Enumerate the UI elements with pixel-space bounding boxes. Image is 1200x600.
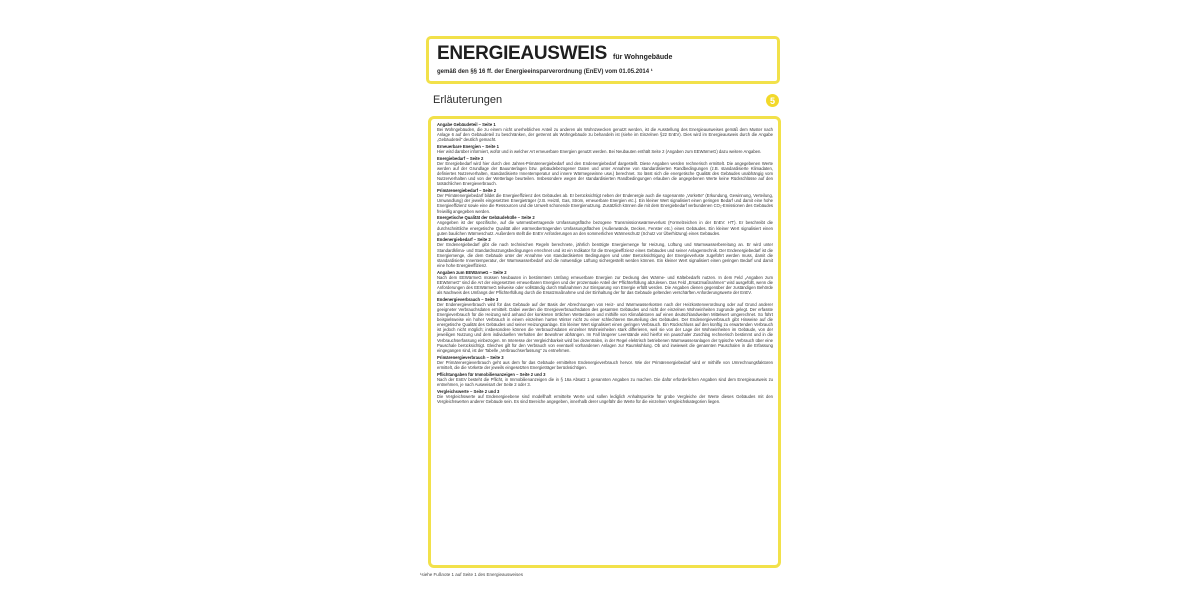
document-page: [420, 30, 786, 578]
section-text: Der Endenergiebedarf gibt die nach technischen Regeln berechnete, jährlich benötigte Energiemenge für Heizung, Lüftung und Warmwasserbereitung an. Er wird unter Standardklima- und Standardnutzungsbedingungen errechnet und ist ein Indikator für die Energieeffizienz eines Gebäudes und seiner Anlagentechnik. Der Endenergiebedarf ist die Energiemenge, die dem Gebäude unter der Annahme von standardisierten Bedingungen und unter Berücksichtigung der Energieverluste zugeführt werden muss, damit die standardisierte Innentemperatur, der Warmwasserbedarf und die notwendige Lüftung sichergestellt werden können. Ein kleiner Wert signalisiert einen geringen Bedarf und damit eine hohe Energieeffizienz.: [437, 242, 773, 268]
section-text: Bei Wohngebäuden, die zu einem nicht unerheblichen Anteil zu anderen als Wohnzwecken genutzt werden, ist die Ausstellung des Energieausweises gemäß dem Muster nach Anlage 6 auf den Gebäudeteil zu beschränken, der getrennt als Wohngebäude zu behandeln ist (siehe im Einzelnen §22 EnEV). Dies wird im Energieausweis durch die Angabe „Gebäudeteil“ deutlich gemacht.: [437, 127, 773, 143]
explanation-section: [437, 355, 773, 370]
section-heading: Primärenergiebedarf – Seite 2: [437, 188, 497, 194]
section-heading: Vergleichswerte – Seite 2 und 3: [437, 388, 500, 394]
section-text: Der Endenergieverbrauch wird für das Gebäude auf der Basis der Abrechnungen von Heiz- und Warmwasserkosten nach der Heizkostenverordnung oder auf Grund anderer geeigneter Verbrauchsdaten ermittelt. Dabei werden die Energieverbrauchsdaten des gesamten Gebäudes und nicht der einzelnen Wohneinheiten zugrunde gelegt. Der erfasste Energieverbrauch für die Heizung wird anhand der konkreten örtlichen Wetterdaten und mithilfe von Klimafaktoren auf einen deutschlandweiten Mittelwert umgerechnet. So führt beispielsweise ein hoher Verbrauch in einem einzelnen harten Winter nicht zu einer schlechteren Beurteilung des Gebäudes. Der Endenergieverbrauch gibt Hinweise auf die energetische Qualität des Gebäudes und seiner Heizungsanlage. Ein kleiner Wert signalisiert einen geringen Verbrauch. Ein Rückschluss auf den künftig zu erwartenden Verbrauch ist jedoch nicht möglich; insbesondere können die Verbrauchsdaten einzelner Wohneinheiten stark differieren, weil sie von der Lage der Wohneinheiten im Gebäude, von der jeweiligen Nutzung und dem individuellen Verhalten der Bewohner abhängen. Im Fall längerer Leerstände wird hierfür ein pauschaler Zuschlag rechnerisch bestimmt und in die Verbrauchserfassung einbezogen. Im Interesse der Vergleichbarkeit wird bei dezentralen, in der Regel elektrisch betriebenen Warmwasseranlagen der typische Verbrauch über eine Pauschale berücksichtigt. Gleiches gilt für den Verbrauch von eventuell vorhandenen Anlagen zur Raumkühlung. Ob und inwieweit die genannten Pauschalen in die Erfassung eingegangen sind, ist der Tabelle „Verbrauchserfassung“ zu entnehmen.: [437, 301, 773, 353]
section-text: Der Primärenergiebedarf bildet die Energieeffizienz des Gebäudes ab. Er berücksichtigt neben der Endenergie auch die sogenannte „Vorkette“ (Erkundung, Gewinnung, Verteilung, Umwandlung) der jeweils eingesetzten Energieträger (z.B. Heizöl, Gas, Strom, erneuerbare Energien etc.). Ein kleiner Wert signalisiert einen geringen Bedarf und damit eine hohe Energieeffizienz sowie eine die Ressourcen und die Umwelt schonende Energienutzung. Zusätzlich können die mit dem Energiebedarf verbundenen CO₂-Emissionen des Gebäudes freiwillig angegeben werden.: [437, 193, 773, 214]
explanation-section: [437, 188, 773, 213]
page-number-badge: 5: [766, 94, 779, 107]
section-text: Der Primärenergieverbrauch geht aus dem für das Gebäude ermittelten Endenergieverbrauch hervor. Wie der Primärenergiebedarf wird er mithilfe von Umrechnungsfaktoren ermittelt, die die Vorkette der jeweils eingesetzten Energieträger berücksichtigen.: [437, 359, 773, 370]
section-heading: Primärenergieverbrauch – Seite 3: [437, 354, 504, 360]
section-heading: Pflichtangaben für Immobilienanzeigen – Seite 2 und 3: [437, 371, 546, 377]
section-text: Hier wird darüber informiert, wofür und in welcher Art erneuerbare Energien genutzt werden. Bei Neubauten enthält Seite 2 (Angaben zum EEWärmeG) dazu weitere Angaben.: [437, 149, 762, 155]
explanation-section: [437, 297, 773, 353]
title-main: ENERGIEAUSWEIS: [437, 43, 607, 64]
explanation-section: [437, 270, 773, 295]
section-text: Nach der EnEV besteht die Pflicht, in Immobilienanzeigen die in § 16a Absatz 1 genannten Angaben zu machen. Die dafür erforderlichen Angaben sind dem Energieausweis zu entnehmen, je nach Ausweisart der Seite 2 oder 3.: [437, 376, 773, 387]
explanation-section: [437, 122, 773, 142]
explanation-section: [437, 156, 773, 186]
section-title: Erläuterungen: [433, 94, 503, 106]
section-text: Der Energiebedarf wird hier durch den Jahres-Primärenergiebedarf und den Endenergiebedarf dargestellt. Diese Angaben werden rechnerisch ermittelt. Die angegebenen Werte werden auf der Grundlage der Bauunterlagen bzw. gebäudebezogener Daten und unter Annahme von standardisierten Randbedingungen (z.B. standardisierte Klimadaten, definiertes Nutzerverhalten, standardisierte Innentemperatur und innere Wärmegewinne usw.) berechnet. So lässt sich die energetische Qualität des Gebäudes unabhängig vom Nutzerverhalten und von der Wetterlage beurteilen. Insbesondere wegen der standardisierten Randbedingungen erlauben die angegebenen Werte keine Rückschlüsse auf den tatsächlichen Energieverbrauch.: [437, 160, 773, 187]
explanation-section: [437, 215, 773, 235]
explanation-section: [437, 144, 773, 154]
explanation-section: [437, 237, 773, 267]
section-heading: Energiebedarf – Seite 2: [437, 155, 484, 161]
explanation-section: [437, 389, 773, 404]
footnote: ¹siehe Fußnote 1 auf Seite 1 des Energieausweises: [420, 572, 524, 577]
explanations-box: [428, 116, 781, 568]
section-heading: Energetische Qualität der Gebäudehülle – Seite 2: [437, 215, 535, 221]
section-text: Nach dem EEWärmeG müssen Neubauten in bestimmtem Umfang erneuerbare Energien zur Deckung des Wärme- und Kältebedarfs nutzen. In dem Feld „Angaben zum EEWärmeG“ sind die Art der eingesetzten erneuerbaren Energien und der prozentuale Anteil der Pflichterfüllung abzulesen. Das Feld „Ersatzmaßnahmen“ wird ausgefüllt, wenn die Anforderungen des EEWärmeG teilweise oder vollständig durch Maßnahmen zur Einsparung von Energie erfüllt werden. Die Angaben dienen gegenüber der zuständigen Behörde als Nachweis des Umfangs der Pflichterfüllung durch die Ersatzmaßnahme und der Einhaltung der für das Gebäude geltenden verschärften Anforderungswerte der EnEV.: [437, 274, 773, 296]
law-reference: gemäß den §§ 16 ff. der Energieeinsparverordnung (EnEV) vom 01.05.2014 ¹: [437, 69, 653, 75]
explanation-section: [437, 372, 773, 387]
section-heading: Angaben zum EEWärmeG – Seite 2: [437, 269, 507, 275]
section-heading: Angabe Gebäudeteil – Seite 1: [437, 122, 496, 127]
section-text: Die Vergleichswerte auf Endenergieebene sind modellhaft ermittelte Werte und sollen lediglich Anhaltspunkte für grobe Vergleiche der Werte dieses Gebäudes mit den Vergleichswerten anderer Gebäude sein. Es sind Bereiche angegeben, innerhalb derer ungefähr die Werte für die einzelnen Vergleichskategorien liegen.: [437, 393, 773, 404]
section-text: Angegeben ist der spezifische, auf die wärmeübertragende Umfassungsfläche bezogene Transmissionswärmeverlust (Formelzeichen in der EnEV: H′T). Er beschreibt die durchschnittliche energetische Qualität aller wärmeübertragenden Umfassungsflächen (Außenwände, Decken, Fenster etc.) eines Gebäudes. Ein kleiner Wert signalisiert einen guten baulichen Wärmeschutz. Außerdem stellt die EnEV Anforderungen an den sommerlichen Wärmeschutz (Schutz vor Überhitzung) eines Gebäudes.: [437, 220, 773, 236]
header-box: [426, 36, 780, 84]
document-title: [437, 43, 672, 65]
section-heading: Endenergiebedarf – Seite 2: [437, 237, 491, 243]
section-heading: Erneuerbare Energien – Seite 1: [437, 144, 499, 150]
section-heading: Endenergieverbrauch – Seite 3: [437, 296, 499, 302]
title-suffix: für Wohngebäude: [612, 54, 673, 61]
